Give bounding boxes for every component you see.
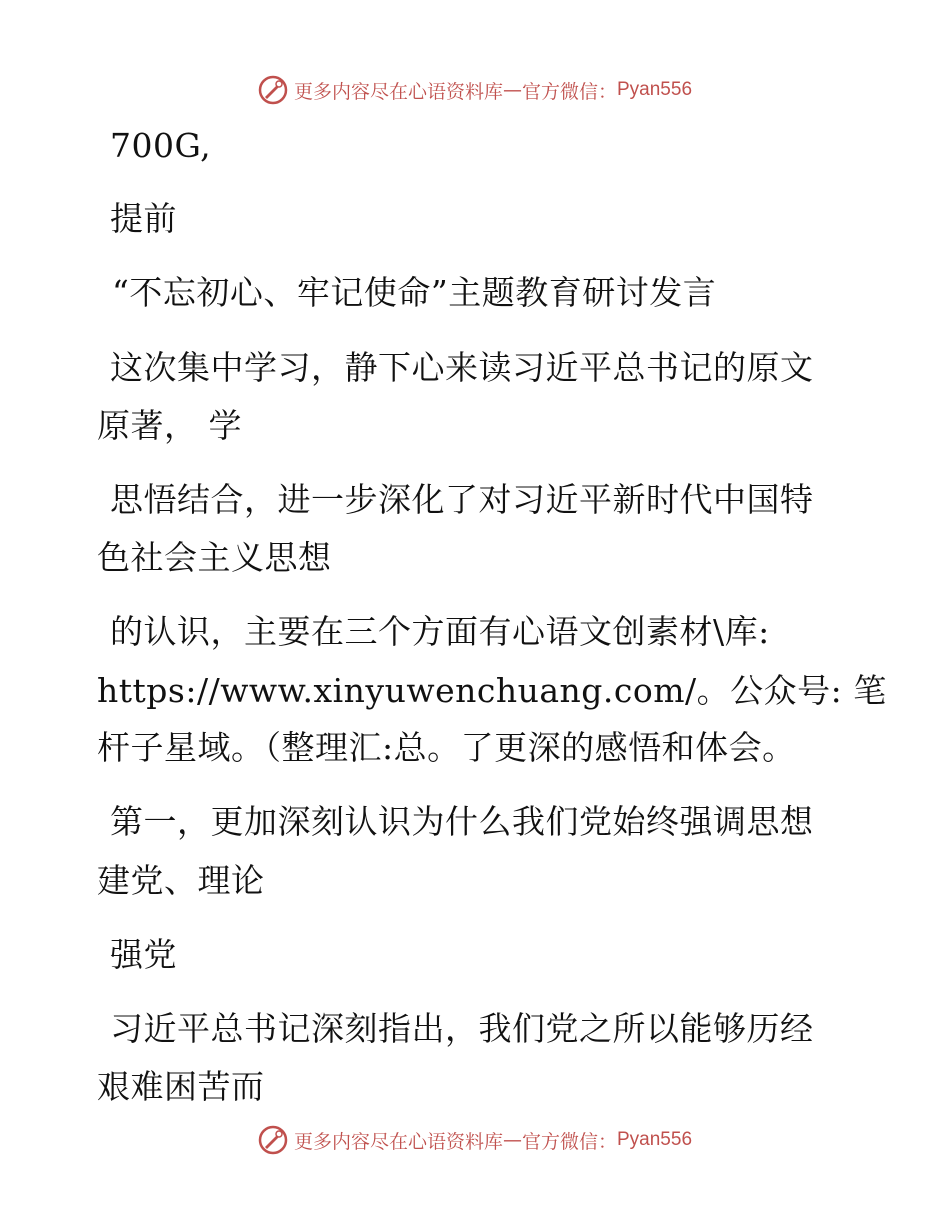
- quill-logo-icon: [258, 1125, 288, 1155]
- text-line: 色社会主义思想: [97, 538, 332, 577]
- banner-separator: —: [502, 79, 522, 101]
- text-line: 这次集中学习，静下心来读习近平总书记的原文: [110, 348, 814, 387]
- text-line: https://www.xinyuwenchuang.com/。公众号: 笔: [97, 671, 887, 710]
- text-line: 习近平总书记深刻指出，我们党之所以能够历经: [110, 1009, 814, 1048]
- wechat-id: Pyan556: [617, 79, 693, 100]
- text-line: 杆子星域。（整理汇:总。了更深的感悟和体会。: [97, 728, 796, 767]
- banner-separator: —: [502, 1129, 522, 1151]
- text-line: 提前: [110, 199, 177, 238]
- wechat-label: 官方微信：: [521, 1130, 617, 1153]
- text-line: “不忘初心、牢记使命”主题教育研讨发言: [112, 273, 717, 312]
- header-banner: [0, 70, 950, 110]
- text-line: 思悟结合，进一步深化了对习近平新时代中国特: [110, 480, 814, 519]
- text-line: 艰难困苦而: [97, 1067, 265, 1106]
- text-line: 的认识，主要在三个方面有心语文创素材\库:: [110, 612, 770, 651]
- wechat-label: 官方微信：: [521, 80, 617, 103]
- wechat-id: Pyan556: [617, 1129, 693, 1150]
- text-line: 建党、理论: [97, 861, 265, 900]
- text-line: 原著， 学: [97, 406, 242, 445]
- quill-logo-icon: [258, 75, 288, 105]
- text-line: 第一，更加深刻认识为什么我们党始终强调思想: [110, 802, 814, 841]
- banner-text: 更多内容尽在心语资料库: [293, 1130, 503, 1153]
- footer-banner: [0, 1120, 950, 1160]
- text-line: 强党: [110, 935, 177, 974]
- text-line: 700G,: [110, 126, 212, 165]
- banner-text: 更多内容尽在心语资料库: [293, 80, 503, 103]
